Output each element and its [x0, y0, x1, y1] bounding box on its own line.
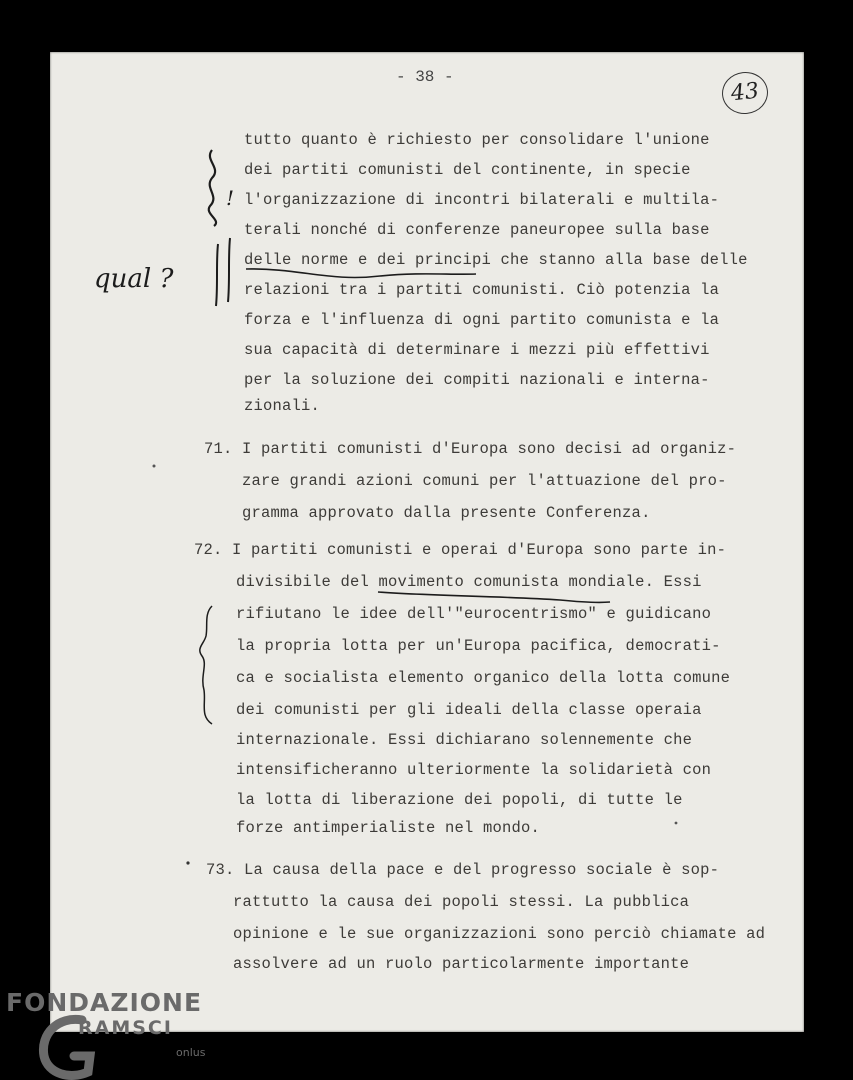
- paragraph-72-line: rifiutano le idee dell'"eurocentrismo" e guidicano: [236, 605, 712, 623]
- watermark-line2: RAMSCI: [78, 1017, 173, 1039]
- paragraph-71-line: zare grandi azioni comuni per l'attuazione del pro-: [242, 472, 727, 490]
- paragraph-73-line: assolvere ad un ruolo particolarmente importante: [233, 955, 690, 973]
- body-line: per la soluzione dei compiti nazionali e interna-: [244, 371, 710, 389]
- body-line: dei partiti comunisti del continente, in specie: [244, 161, 691, 179]
- body-line: zionali.: [244, 397, 321, 415]
- paragraph-71-line: gramma approvato dalla presente Conferenza.: [242, 504, 651, 522]
- paragraph-72-line: intensificheranno ulteriormente la solidarietà con: [236, 761, 712, 779]
- watermark-line1: FONDAZIONE: [6, 988, 203, 1017]
- body-line: terali nonché di conferenze paneuropee sulla base: [244, 221, 710, 239]
- paragraph-73-line: rattutto la causa dei popoli stessi. La pubblica: [233, 893, 690, 911]
- archive-number-stamp: 43: [720, 70, 770, 117]
- paragraph-72-line: divisibile del movimento comunista mondiale. Essi: [236, 573, 702, 591]
- body-line: forza e l'influenza di ogni partito comunista e la: [244, 311, 720, 329]
- margin-note: qual ?: [94, 264, 174, 294]
- paragraph-72-line: la propria lotta per un'Europa pacifica, democrati-: [236, 637, 721, 655]
- body-line: sua capacità di determinare i mezzi più effettivi: [244, 341, 710, 359]
- paragraph-73-line: opinione e le sue organizzazioni sono perciò chiamate ad: [233, 925, 766, 943]
- paragraph-73-line: 73. La causa della pace e del progresso sociale è sop-: [206, 861, 720, 879]
- fondazione-gramsci-watermark: [0, 986, 230, 1080]
- watermark-onlus: onlus: [176, 1046, 206, 1059]
- page-number: - 38 -: [396, 68, 454, 86]
- exclamation-mark: !: [226, 186, 235, 210]
- paragraph-72-line: ca e socialista elemento organico della lotta comune: [236, 669, 731, 687]
- body-line: l'organizzazione di incontri bilaterali e multila-: [244, 191, 720, 209]
- paragraph-72-line: la lotta di liberazione dei popoli, di tutte le: [236, 791, 683, 809]
- body-line: relazioni tra i partiti comunisti. Ciò potenzia la: [244, 281, 720, 299]
- paragraph-72-line: internazionale. Essi dichiarano solennemente che: [236, 731, 693, 749]
- paragraph-72-line: dei comunisti per gli ideali della classe operaia: [236, 701, 702, 719]
- paragraph-72-line: forze antimperialiste nel mondo.: [236, 819, 541, 837]
- paragraph-72-line: 72. I partiti comunisti e operai d'Europa sono parte in-: [194, 541, 727, 559]
- body-line: delle norme e dei principi che stanno alla base delle: [244, 251, 748, 269]
- body-line: tutto quanto è richiesto per consolidare l'unione: [244, 131, 710, 149]
- paragraph-71-line: 71. I partiti comunisti d'Europa sono decisi ad organiz-: [204, 440, 737, 458]
